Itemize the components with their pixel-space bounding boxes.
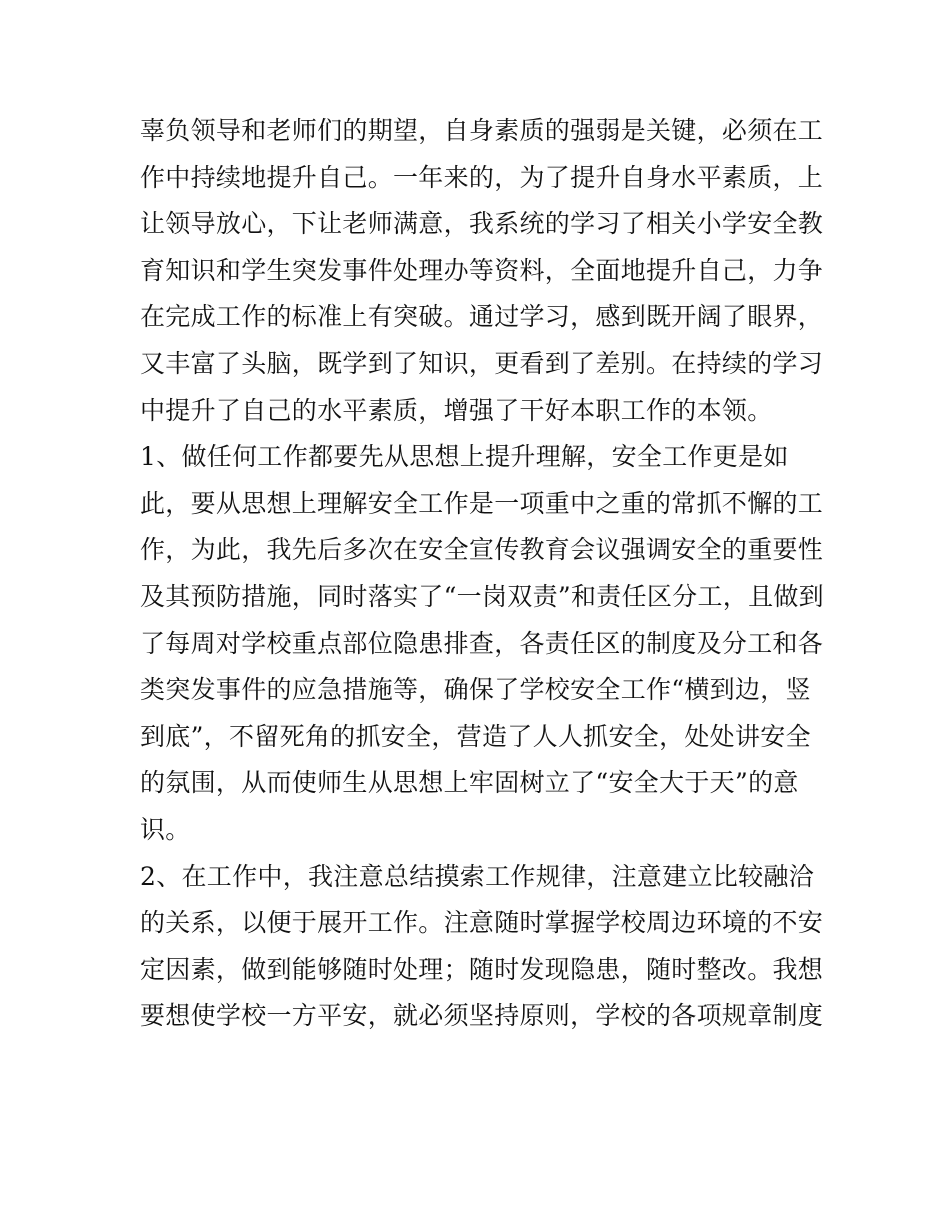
text-line: 作中持续地提升自己。一年来的，为了提升自身水平素质，上 — [140, 162, 824, 192]
text-line: 中提升了自己的水平素质，增强了干好本职工作的本领。 — [140, 395, 773, 425]
text-line: 了每周对学校重点部位隐患排查，各责任区的制度及分工和各 — [140, 628, 824, 658]
text-line: 育知识和学生突发事件处理办等资料，全面地提升自己，力争 — [140, 255, 824, 285]
text-line: 在完成工作的标准上有突破。通过学习，感到既开阔了眼界， — [140, 302, 824, 332]
text-line: 此，要从思想上理解安全工作是一项重中之重的常抓不懈的工 — [140, 488, 824, 518]
text-line: 的氛围，从而使师生从思想上牢固树立了“安全大于天”的意 — [140, 768, 799, 798]
text-line: 又丰富了头脑，既学到了知识，更看到了差别。在持续的学习 — [140, 348, 824, 378]
text-line: 及其预防措施，同时落实了“一岗双责”和责任区分工，且做到 — [140, 581, 824, 611]
text-line: 作，为此，我先后多次在安全宣传教育会议强调安全的重要性 — [140, 535, 824, 565]
text-line: 辜负领导和老师们的期望，自身素质的强弱是关键，必须在工 — [140, 116, 824, 145]
text-line: 让领导放心，下让老师满意，我系统的学习了相关小学安全教 — [140, 209, 824, 239]
text-line: 到底”，不留死角的抓安全，营造了人人抓安全，处处讲安全 — [140, 721, 811, 751]
document-body-text — [140, 108, 830, 1040]
text-line: 的关系，以便于展开工作。注意随时掌握学校周边环境的不安 — [140, 908, 824, 938]
text-line: 要想使学校一方平安，就必须坚持原则，学校的各项规章制度 — [140, 1001, 824, 1031]
text-line: 类突发事件的应急措施等，确保了学校安全工作“横到边，竖 — [140, 675, 811, 705]
text-line: 识。 — [140, 814, 191, 844]
text-line: 定因素，做到能够随时处理；随时发现隐患，随时整改。我想 — [140, 954, 824, 984]
text-line: 2、在工作中，我注意总结摸索工作规律，注意建立比较融洽 — [140, 861, 815, 891]
text-line: 1、做任何工作都要先从思想上提升理解，安全工作更是如 — [140, 442, 789, 472]
